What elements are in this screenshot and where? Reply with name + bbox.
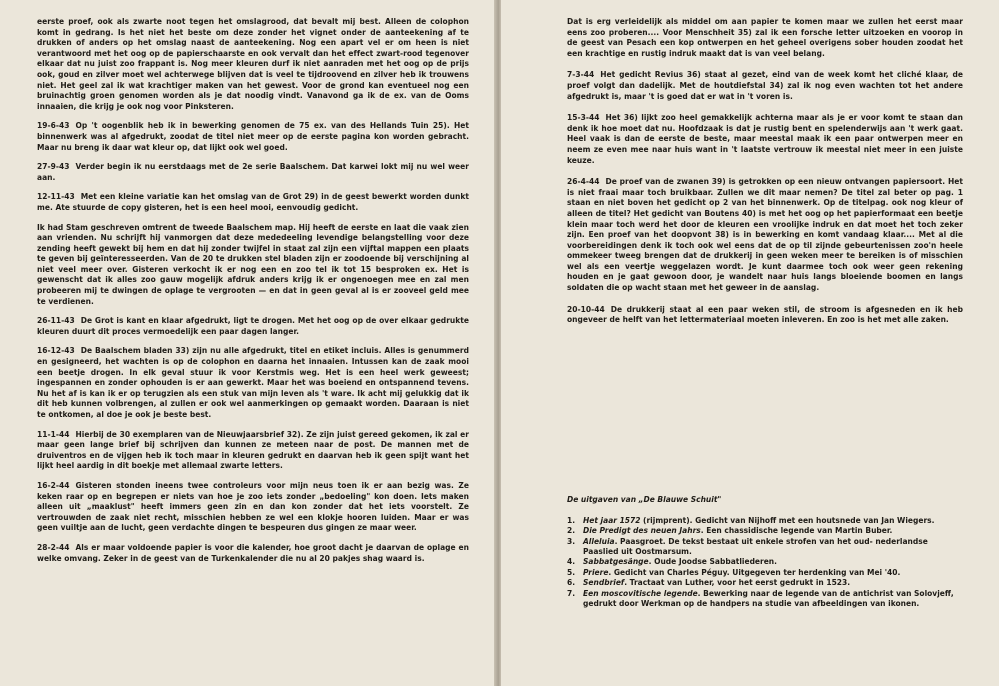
right-page xyxy=(501,0,999,686)
list-item: 4. Sabbatgesänge. Oude Joodse Sabbatliederen. xyxy=(567,557,777,567)
publications-list xyxy=(567,516,963,610)
dated-entry: 16-2-44 Gisteren stonden ineens twee controleurs voor mijn neus toen ik er aan bezig was. Ze keken raar op en begrepen er niets van hoe je zoo iets zonder „bedoeling" kon doen. Iets maken alleen uit „maaklust" heeft immers geen zin en dan kon zonder dat het iets voorstelt. Ze vertrouwden de zaak niet recht, misschien hebben ze wel een klokje hooren luiden. Maar er was geen vuiltje aan de lucht, geen verdachte dingen te bespeuren dus gingen ze maar weer. xyxy=(37,480,469,533)
entry-date: 11-1-44 xyxy=(37,429,70,439)
dated-entry: 27-9-43 Verder begin ik nu eerstdaags met de 2e serie Baalschem. Dat karwei lokt mij nu wel weer aan. xyxy=(37,162,469,182)
entry-date: 28-2-44 xyxy=(37,542,70,552)
entry-date: 15-3-44 xyxy=(567,113,600,123)
dated-entry: 16-12-43 De Baalschem bladen 33) zijn nu alle afgedrukt, titel en etiket incluis. Alles is genummerd en gesigneerd, het wachten is op de colophon en daarna het innaaien. Intussen kan de zaak mooi een beetje drogen. In elk geval stuur ik voor Kerstmis weg. Het is een heel werk geweest; ingespannen en zonder ophouden is er aan gewerkt. Maar het was boeiend en ontspannend tevens. Nu het af is kan ik er op terugzien als een stuk van mijn leven als 't ware. Ik acht mij gelukkig dat ik dit heb kunnen volbrengen, al zullen er ook wel aanmerkingen op gemaakt worden. Daaraan is niet te ontkomen, al doe je ook je beste best. xyxy=(37,346,469,419)
list-item: 6. Sendbrief. Tractaat van Luther, voor het eerst gedrukt in 1523. xyxy=(567,578,851,588)
paragraph: eerste proef, ook als zwarte noot tegen het omslagrood, dat bevalt mij best. Alleen de colophon komt in gedrang. Is het niet het beste om deze zonder het vignet onder de aanteekening af te drukken of anders op het omslag naast de aanteekening. Nog een apart vel er om heen is niet verantwoord met het oog op de papierschaarste en ook vervalt dan het effect zwart-rood tegenover elkaar dat nu juist zoo frappant is. Nog meer kleuren durf ik niet aanraden met het oog op de prijs ook, goud en zilver moet wel achterwege blijven dat is veel te tijdroovend en zilver heb ik trouwens niet. Het geel zal ik wat krachtiger maken van het gewest. Voor de grond kan eventueel nog een bruinachtig groen genomen worden als je dat noodig vindt. Vanavond ga ik de ex. van de Ooms innaaien, die krijg je ook nog voor Pinksteren. xyxy=(37,17,469,111)
dated-entry: 7-3-44 Het gedicht Revius 36) staat al gezet, eind van de week komt het cliché klaar, de proef volgt dan dadelijk. Met de houtdiefstal 34) zal ik nog even wachten tot het andere afgedrukt is, maar 't is goed dat er wat in 't voren is. xyxy=(567,70,963,101)
entry-date: 26-11-43 xyxy=(37,316,75,326)
publications-list-title: De uitgaven van „De Blauwe Schuit" xyxy=(567,494,722,504)
entry-date: 20-10-44 xyxy=(567,304,605,314)
entry-date: 7-3-44 xyxy=(567,70,595,80)
dated-entry: 19-6-43 Op 't oogenblik heb ik in bewerking genomen de 75 ex. van des Hellands Tuin 25). Het binnenwerk was al afgedrukt, zoodat de titel niet meer op de eerste pagina kon worden gebracht. Maar nu breng ik daar wat kleur op, dat lijkt ook wel goed. xyxy=(37,121,469,152)
dated-entry: 15-3-44 Het 36) lijkt zoo heel gemakkelijk achterna maar als je er voor komt te staan dan denk ik hoe moet dat nu. Hoofdzaak is dat je rustig bent en spelenderwijs aan 't werk gaat. Heel vaak is dan de eerste de beste, maar meestal maak ik een paar ontwerpen meer en neem ze even mee naar huis want in 't laatste vertrouw ik meestal niet meer in een juiste keuze. xyxy=(567,113,963,165)
list-item: 3. Alleluia. Paasgroet. De tekst bestaat uit enkele strofen van het oud- nederlandse Paaslied uit Oostmarsum. xyxy=(567,536,928,557)
dated-entry: 12-11-43 Met een kleine variatie kan het omslag van de Grot 29) in de geest bewerkt worden dunkt me. Ate stuurde de copy gisteren, het is een heel mooi, eenvoudig gedicht. xyxy=(37,192,469,212)
dated-entry: 11-1-44 Hierbij de 30 exemplaren van de Nieuwjaarsbrief 32). Ze zijn juist gereed gekomen, ik zal er maar geen lange brief bij schrijven dan kunnen ze meteen naar de post. De mannen met de druiventros en de vijgen heb ik toch maar in kleuren gedrukt en daarvan heb ik geen spijt want het lijkt heel aardig in dit boekje met allemaal zwarte letters. xyxy=(37,429,469,471)
dated-entry: 26-4-44 De proef van de zwanen 39) is getrokken op een nieuw ontvangen papiersoort. Het is niet fraai maar toch bruikbaar. Zullen we dit maar nemen? De titel zal beter op pag. 1 staan en niet boven het gedicht op 2 van het binnenwerk. Op de titelpag. ook nog kleur of alleen de titel? Het gedicht van Boutens 40) is met het oog op het papierformaat een beetje klein maar toch werd het door de kleuren een vroolijke indruk en dat moet het toch zeker zijn. Een proef van het doopvont 38) is in bewerking en komt vandaag klaar.... Met al die voorbereidingen denk ik toch ook wel eens dat de op til zijnde gebeurtenissen zoo'n heele ommekeer tweeg brengen dat de drukkerij in geen weken meer te bereiken is of misschien wel als een veertje weggelazen wordt. Je kunt daarmee toch ook weer geen rekening houden en je gaat gewoon door, je wandelt naar huis langs bloeiende boomen en langs soldaten die op wacht staan met het geweer in de aanslag. xyxy=(567,177,963,293)
paragraph: Ik had Stam geschreven omtrent de tweede Baalschem map. Hij heeft de eerste en laat die vaak zien aan vrienden. Nu schrijft hij vanmorgen dat deze mededeeling levendige belangstelling voor deze zending heeft gewekt bij hem en dat hij zonder twijfel in staat zal zijn een vijftal mappen een plaats te geven bij geïnteresseerden. Van de 20 te drukken stel bladen zijn er zoodoende bij verschijning al niet veel meer over. Gisteren verkocht ik er nog een en zoo tel ik tot 15 besproken ex. Het is gewenscht dat ik alles zoo gauw mogelijk afdruk anders krijg ik er ongenoegen mee en zal men probeeren mij te dwingen de oplage te vergrooten — en dat in geen geval al is er zooveel geld mee te verdienen. xyxy=(37,222,469,306)
entry-date: 16-12-43 xyxy=(37,346,75,356)
entry-date: 16-2-44 xyxy=(37,480,70,490)
blank-space xyxy=(567,337,963,495)
entry-date: 19-6-43 xyxy=(37,121,70,131)
dated-entry: 28-2-44 Als er maar voldoende papier is voor die kalender, hoe groot dacht je daarvan de oplage en welke omvang. Zeker in de geest van de Turkenkalender die nu al 20 pakjes shag waard is. xyxy=(37,542,469,563)
paragraph: Dat is erg verleidelijk als middel om aan papier te komen maar we zullen het eerst maar eens zoo proberen.... Voor Menschheit 35) zal ik een forsche letter uitzoeken en voorop in de geest van Pesach een kop ontwerpen en het geheel overigens sober houden zoodat het een krachtige en rustig indruk maakt dat is van veel belang. xyxy=(567,17,963,58)
list-item: 5. Priere. Gedicht van Charles Péguy. Uitgegeven ter herdenking van Mei '40. xyxy=(567,567,901,577)
left-page xyxy=(0,0,497,686)
entry-date: 12-11-43 xyxy=(37,192,75,202)
list-item: 2. Die Predigt des neuen Jahrs. Een chassidische legende van Martin Buber. xyxy=(567,526,893,536)
entry-date: 26-4-44 xyxy=(567,177,600,187)
list-item: 7. Een moscovitische legende. Bewerking naar de legende van de antichrist van Solovjeff, gedrukt door Werkman op de handpers na studie van afbeeldingen van ikonen. xyxy=(567,588,954,609)
entry-date: 27-9-43 xyxy=(37,162,70,172)
dated-entry: 26-11-43 De Grot is kant en klaar afgedrukt, ligt te drogen. Met het oog op de over elkaar gedrukte kleuren duurt dit proces vermoedelijk een paar dagen langer. xyxy=(37,316,469,336)
dated-entry: 20-10-44 De drukkerij staat al een paar weken stil, de stroom is afgesneden en ik heb ongeveer de helft van het lettermateriaal moeten inleveren. En zoo is het met alle zaken. xyxy=(567,304,963,325)
list-item: 1. Het jaar 1572 (rijmprent). Gedicht van Nijhoff met een houtsnede van Jan Wiegers. xyxy=(567,515,935,525)
